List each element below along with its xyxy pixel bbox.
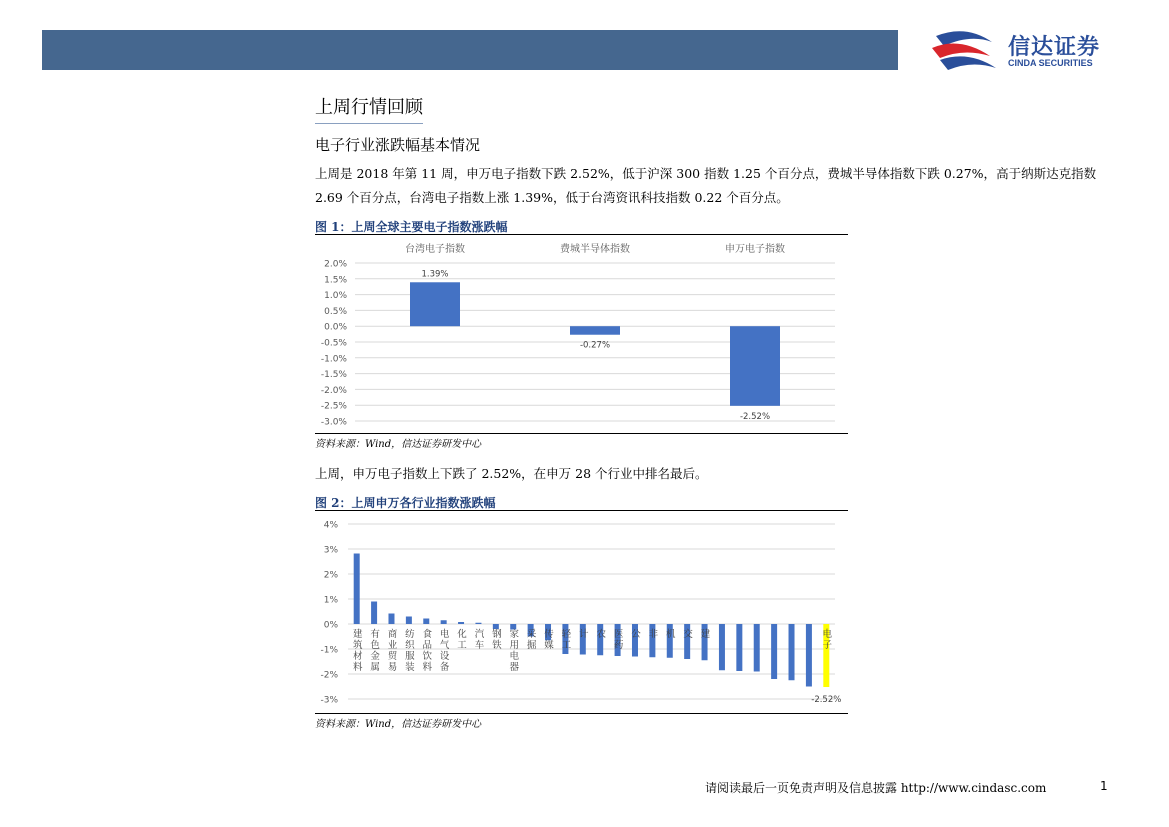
category-label-char: 机	[666, 629, 676, 640]
category-label-char: 纺	[405, 629, 415, 640]
category-label-char: 筑	[352, 640, 363, 651]
bar	[806, 624, 812, 687]
bar	[730, 326, 780, 406]
bar	[423, 619, 429, 625]
category-label-char: 掘	[526, 640, 537, 651]
y-tick-label: 1%	[323, 595, 338, 606]
category-label-char: 电	[509, 651, 519, 662]
bar	[789, 624, 795, 680]
category-label-char: 公	[631, 629, 641, 640]
page-number: 1	[1100, 779, 1108, 793]
bar	[410, 282, 460, 326]
y-tick-label: -3.0%	[320, 417, 347, 428]
category-label-char: 非	[648, 629, 659, 640]
category-label-char: 计	[579, 629, 589, 640]
paragraph-1: 上周是 2018 年第 11 周，申万电子指数下跌 2.52%，低于沪深 300 指数 1.25 个百分点，费城半导体指数下跌 0.27%，高于纳斯达克指数 2.69 个百分点，台湾电子指数上涨 1.39%，低于台湾资讯科技指数 0.22 个百分点。	[315, 166, 1097, 205]
category-label-char: 属	[370, 662, 380, 673]
category-label: 申万电子指数	[725, 244, 785, 255]
data-label: 1.39%	[421, 269, 449, 280]
bar	[719, 624, 725, 670]
data-label: -0.27%	[579, 340, 611, 351]
category-label-char: 媒	[544, 640, 554, 651]
category-label-char: 料	[422, 662, 433, 673]
category-label-char: 工	[561, 640, 572, 651]
category-label-char: 设	[439, 651, 450, 662]
category-label-char: 织	[405, 640, 415, 651]
y-tick-label: 1.5%	[324, 275, 347, 286]
category-label: 台湾电子指数	[405, 244, 465, 255]
bar	[458, 622, 464, 624]
y-tick-label: 2%	[323, 570, 338, 581]
category-label-char: 汽	[474, 629, 485, 640]
bar	[371, 602, 377, 625]
figure2-bottom-rule	[315, 713, 848, 714]
category-label-char: 备	[439, 662, 450, 673]
category-label-char: 服	[405, 651, 415, 662]
category-label-char: 医	[613, 629, 624, 640]
figure1-chart	[315, 236, 848, 432]
y-tick-label: 0.5%	[324, 306, 347, 317]
category-label-char: 车	[474, 640, 485, 651]
category-label-char: 铁	[492, 640, 502, 651]
category-label-char: 品	[422, 640, 433, 651]
category-label-char: 农	[596, 629, 606, 640]
y-tick-label: 4%	[323, 520, 338, 531]
figure2-source: 资料来源：Wind，信达证券研发中心	[315, 719, 482, 730]
bar	[754, 624, 760, 672]
category-label-char: 易	[387, 662, 398, 673]
category-label-char: 装	[405, 662, 415, 673]
bar	[475, 623, 481, 624]
category-label-char: 传	[544, 629, 554, 640]
y-tick-label: -1%	[320, 645, 338, 656]
category-label-char: 化	[457, 629, 467, 640]
category-label-char: 金	[370, 651, 380, 662]
category-label-char: 工	[457, 640, 467, 651]
y-tick-label: -1.0%	[320, 354, 347, 365]
bar	[354, 554, 360, 625]
category-label-char: 用	[509, 640, 519, 651]
category-label-char: 电	[822, 629, 833, 640]
category-label-char: 饮	[422, 651, 433, 662]
bar	[771, 624, 777, 679]
y-tick-label: -1.5%	[320, 370, 347, 381]
category-label-char: 贸	[387, 651, 398, 662]
data-label: -2.52%	[739, 411, 771, 422]
y-tick-label: 1.0%	[324, 291, 347, 302]
sub-title: 电子行业涨跌幅基本情况	[315, 136, 481, 154]
category-label-char: 有	[370, 629, 380, 640]
y-tick-label: 2.0%	[324, 259, 347, 270]
bar	[406, 617, 412, 625]
y-tick-label: 0%	[323, 620, 338, 631]
figure1-source: 资料来源：Wind，信达证券研发中心	[315, 439, 482, 450]
category-label-char: 轻	[561, 629, 572, 640]
category-label-char: 药	[613, 640, 624, 651]
category-label-char: 采	[526, 629, 537, 640]
category-label: 费城半导体指数	[560, 244, 630, 255]
logo-chinese-text: 信达证券	[1008, 35, 1101, 60]
section-title: 上周行情回顾	[315, 96, 423, 124]
category-label-char: 材	[352, 651, 363, 662]
category-label-char: 食	[422, 629, 433, 640]
category-label-char: 建	[700, 629, 711, 640]
category-label-char: 家	[509, 629, 519, 640]
logo-english-text: CINDA SECURITIES	[1008, 58, 1093, 68]
y-tick-label: 0.0%	[324, 322, 347, 333]
company-logo	[930, 26, 1130, 74]
figure2-title: 图 2：上周申万各行业指数涨跌幅	[315, 496, 496, 510]
bar	[388, 614, 394, 625]
category-label-char: 器	[509, 662, 519, 673]
paragraph-2: 上周，申万电子指数上下跌了 2.52%，在申万 28 个行业中排名最后。	[315, 466, 708, 481]
footer-disclaimer: 请阅读最后一页免责声明及信息披露 http://www.cindasc.com	[705, 781, 1047, 795]
category-label-char: 气	[439, 640, 450, 651]
y-tick-label: -2.5%	[320, 401, 347, 412]
category-label-char: 钢	[492, 629, 502, 640]
y-tick-label: -0.5%	[320, 338, 347, 349]
bar	[570, 326, 620, 335]
figure2-top-rule	[315, 510, 848, 511]
figure2-chart	[315, 512, 848, 712]
bar	[736, 624, 742, 671]
y-tick-label: -3%	[320, 695, 338, 706]
figure1-top-rule	[315, 234, 848, 235]
figure1-bottom-rule	[315, 433, 848, 434]
data-label: -2.52%	[811, 695, 842, 705]
category-label-char: 电	[439, 629, 450, 640]
bar	[441, 620, 447, 624]
category-label-char: 建	[352, 629, 363, 640]
category-label-char: 料	[352, 662, 363, 673]
figure1-title: 图 1：上周全球主要电子指数涨跌幅	[315, 220, 508, 234]
category-label-char: 商	[387, 629, 398, 640]
cinda-logo-icon	[930, 26, 1002, 72]
category-label-char: 业	[387, 640, 398, 651]
y-tick-label: -2.0%	[320, 385, 347, 396]
y-tick-label: 3%	[323, 545, 338, 556]
y-tick-label: -2%	[320, 670, 338, 681]
category-label-char: 子	[822, 640, 833, 651]
header-bar	[42, 30, 898, 70]
category-label-char: 交	[683, 629, 693, 640]
category-label-char: 色	[370, 640, 380, 651]
